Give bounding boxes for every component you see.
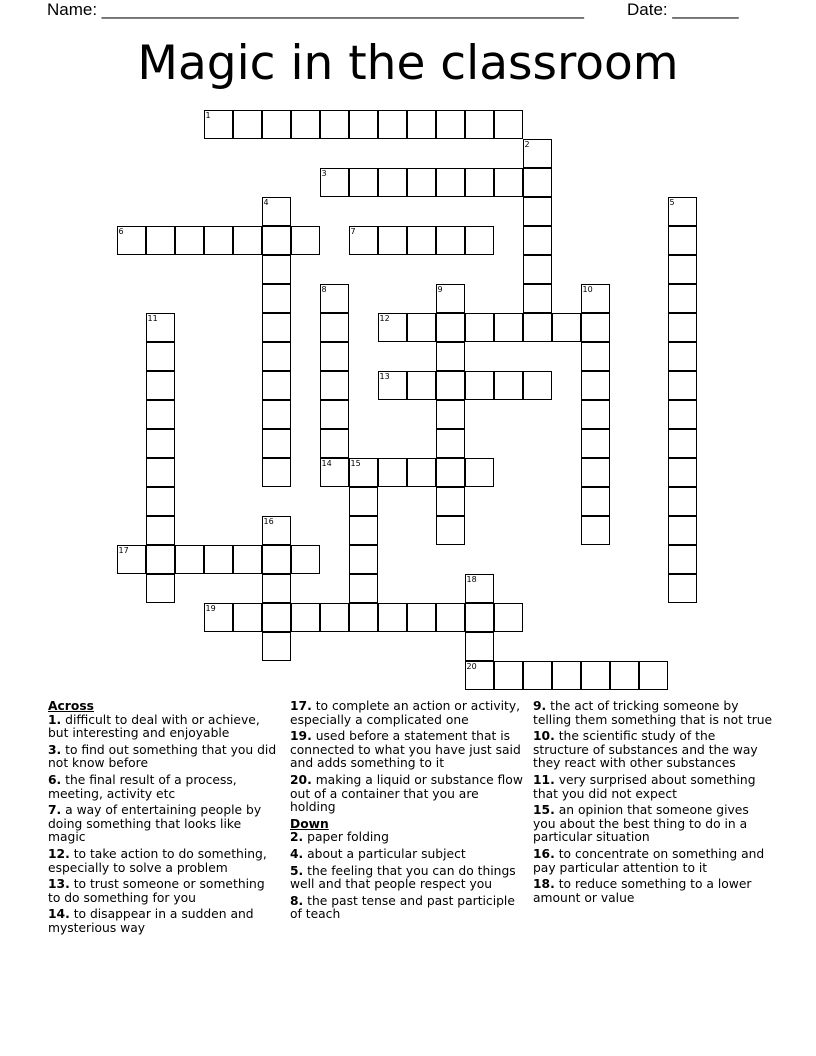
- grid-cell[interactable]: [436, 342, 465, 371]
- grid-cell[interactable]: [436, 516, 465, 545]
- clue-number: 11: [147, 313, 158, 323]
- down-clue: 18. to reduce something to a lower amount or value: [533, 877, 752, 905]
- grid-cell[interactable]: [146, 487, 175, 516]
- grid-cell[interactable]: [262, 110, 291, 139]
- grid-cell[interactable]: [378, 226, 407, 255]
- grid-cell[interactable]: [320, 371, 349, 400]
- grid-cell[interactable]: [552, 313, 581, 342]
- grid-cell[interactable]: [465, 313, 494, 342]
- across-clue: 12. to take action to do something, especially to solve a problem: [48, 846, 267, 875]
- grid-cell[interactable]: [581, 458, 610, 487]
- clue-number: 7: [350, 226, 356, 236]
- grid-cell[interactable]: [204, 545, 233, 574]
- grid-cell[interactable]: [523, 168, 552, 197]
- grid-cell[interactable]: [523, 255, 552, 284]
- grid-cell[interactable]: [175, 545, 204, 574]
- grid-cell[interactable]: [146, 545, 175, 574]
- across-clue: 20. making a liquid or substance flow out of a container that you are holding: [290, 772, 523, 815]
- clue-number: 13: [379, 371, 390, 381]
- grid-cell[interactable]: [523, 313, 552, 342]
- grid-cell[interactable]: [146, 458, 175, 487]
- grid-cell[interactable]: [581, 661, 610, 690]
- grid-cell[interactable]: [581, 371, 610, 400]
- grid-cell[interactable]: [668, 400, 697, 429]
- grid-cell[interactable]: [378, 371, 407, 400]
- grid-cell[interactable]: [262, 545, 291, 574]
- grid-cell[interactable]: [146, 342, 175, 371]
- grid-cell[interactable]: [407, 168, 436, 197]
- down-clue: 15. an opinion that someone gives you about the best thing to do in a particular situation: [533, 803, 749, 845]
- clue-number: 12: [379, 313, 390, 323]
- grid-cell[interactable]: [494, 313, 523, 342]
- grid-cell[interactable]: [146, 516, 175, 545]
- grid-cell[interactable]: [349, 226, 378, 255]
- clue-number: 6: [118, 226, 124, 236]
- grid-cell[interactable]: [407, 313, 436, 342]
- grid-cell[interactable]: [262, 632, 291, 661]
- grid-cell[interactable]: [378, 168, 407, 197]
- name-field[interactable]: Name: ___________________________________________________: [47, 0, 584, 19]
- grid-cell[interactable]: [610, 661, 639, 690]
- across-clue: 6. the final result of a process, meeting, activity etc: [48, 772, 237, 801]
- down-clue: 4. about a particular subject: [290, 846, 466, 861]
- grid-cell[interactable]: [436, 400, 465, 429]
- grid-cell[interactable]: [262, 255, 291, 284]
- clue-number: 17: [118, 545, 129, 555]
- clue-number: 18: [466, 574, 477, 584]
- grid-cell[interactable]: [262, 458, 291, 487]
- grid-cell[interactable]: [436, 110, 465, 139]
- grid-cell[interactable]: [668, 516, 697, 545]
- clue-number: 16: [263, 516, 274, 526]
- grid-cell[interactable]: [378, 110, 407, 139]
- grid-cell[interactable]: [523, 661, 552, 690]
- grid-cell[interactable]: [407, 110, 436, 139]
- grid-cell[interactable]: [349, 458, 378, 487]
- grid-cell[interactable]: [407, 371, 436, 400]
- down-clue: 16. to concentrate on something and pay particular attention to it: [533, 846, 765, 875]
- grid-cell[interactable]: [465, 661, 494, 690]
- grid-cell[interactable]: [668, 458, 697, 487]
- clue-number: 14: [321, 458, 332, 468]
- clue-number: 15: [350, 458, 361, 468]
- grid-cell[interactable]: [262, 284, 291, 313]
- grid-cell[interactable]: [349, 516, 378, 545]
- clue-number: 8: [321, 284, 327, 294]
- grid-cell[interactable]: [552, 661, 581, 690]
- grid-cell[interactable]: [146, 371, 175, 400]
- grid-cell[interactable]: [581, 342, 610, 371]
- grid-cell[interactable]: [291, 226, 320, 255]
- grid-cell[interactable]: [465, 110, 494, 139]
- clue-number: 5: [669, 197, 675, 207]
- grid-cell[interactable]: [320, 458, 349, 487]
- grid-cell[interactable]: [668, 284, 697, 313]
- grid-cell[interactable]: [523, 197, 552, 226]
- grid-cell[interactable]: [668, 487, 697, 516]
- clues-column-1: [48, 700, 280, 939]
- grid-cell[interactable]: [320, 110, 349, 139]
- across-clue: 7. a way of entertaining people by doing something that looks like magic: [48, 803, 262, 845]
- grid-cell[interactable]: [494, 168, 523, 197]
- grid-cell[interactable]: [320, 400, 349, 429]
- grid-cell[interactable]: [262, 371, 291, 400]
- grid-cell[interactable]: [262, 313, 291, 342]
- grid-cell[interactable]: [581, 429, 610, 458]
- grid-cell[interactable]: [494, 661, 523, 690]
- grid-cell[interactable]: [146, 226, 175, 255]
- grid-cell[interactable]: [204, 110, 233, 139]
- grid-cell[interactable]: [262, 429, 291, 458]
- grid-cell[interactable]: [436, 487, 465, 516]
- grid-cell[interactable]: [436, 284, 465, 313]
- grid-cell[interactable]: [494, 371, 523, 400]
- grid-cell[interactable]: [523, 139, 552, 168]
- down-clue: 11. very surprised about something that you did not expect: [533, 772, 756, 801]
- grid-cell[interactable]: [436, 429, 465, 458]
- grid-cell[interactable]: [262, 197, 291, 226]
- across-heading: Across: [48, 699, 94, 713]
- down-clue: 9. the act of tricking someone by telling them something that is not true: [533, 699, 773, 727]
- clue-number: 9: [437, 284, 443, 294]
- grid-cell[interactable]: [668, 342, 697, 371]
- grid-cell[interactable]: [523, 284, 552, 313]
- grid-cell[interactable]: [204, 603, 233, 632]
- grid-cell[interactable]: [465, 371, 494, 400]
- grid-cell[interactable]: [146, 400, 175, 429]
- clue-number: 10: [582, 284, 593, 294]
- grid-cell[interactable]: [291, 603, 320, 632]
- grid-cell[interactable]: [117, 545, 146, 574]
- grid-cell[interactable]: [233, 226, 262, 255]
- grid-cell[interactable]: [407, 458, 436, 487]
- grid-cell[interactable]: [262, 400, 291, 429]
- clues-column-3: [533, 700, 773, 908]
- grid-cell[interactable]: [523, 226, 552, 255]
- grid-cell[interactable]: [581, 313, 610, 342]
- down-clue: 8. the past tense and past participle of teach: [290, 893, 515, 922]
- grid-cell[interactable]: [175, 226, 204, 255]
- grid-cell[interactable]: [233, 545, 262, 574]
- grid-cell[interactable]: [146, 574, 175, 603]
- across-clue: 19. used before a statement that is connected to what you have just said and adds something to it: [290, 729, 521, 771]
- clue-number: 4: [263, 197, 269, 207]
- across-clue: 13. to trust someone or something to do something for you: [48, 877, 265, 905]
- grid-cell[interactable]: [639, 661, 668, 690]
- grid-cell[interactable]: [349, 487, 378, 516]
- grid-cell[interactable]: [262, 342, 291, 371]
- grid-cell[interactable]: [291, 545, 320, 574]
- grid-cell[interactable]: [465, 574, 494, 603]
- grid-cell[interactable]: [465, 632, 494, 661]
- grid-cell[interactable]: [320, 429, 349, 458]
- grid-cell[interactable]: [436, 313, 465, 342]
- grid-cell[interactable]: [204, 226, 233, 255]
- grid-cell[interactable]: [436, 226, 465, 255]
- clue-number: 1: [205, 110, 211, 120]
- down-clue: 10. the scientific study of the structure of substances and the way they react with other substances: [533, 729, 758, 771]
- grid-cell[interactable]: [436, 168, 465, 197]
- grid-cell[interactable]: [465, 603, 494, 632]
- down-clue: 5. the feeling that you can do things well and that people respect you: [290, 863, 516, 892]
- grid-cell[interactable]: [581, 487, 610, 516]
- grid-cell[interactable]: [407, 603, 436, 632]
- grid-cell[interactable]: [320, 603, 349, 632]
- grid-cell[interactable]: [349, 110, 378, 139]
- grid-cell[interactable]: [233, 603, 262, 632]
- grid-cell[interactable]: [262, 226, 291, 255]
- grid-cell[interactable]: [378, 603, 407, 632]
- grid-cell[interactable]: [523, 371, 552, 400]
- clue-number: 2: [524, 139, 530, 149]
- down-heading: Down: [290, 816, 329, 831]
- grid-cell[interactable]: [117, 226, 146, 255]
- grid-cell[interactable]: [436, 371, 465, 400]
- grid-cell[interactable]: [262, 603, 291, 632]
- grid-cell[interactable]: [262, 574, 291, 603]
- grid-cell[interactable]: [146, 429, 175, 458]
- grid-cell[interactable]: [668, 313, 697, 342]
- clues-column-2: [290, 700, 528, 925]
- grid-cell[interactable]: [668, 226, 697, 255]
- grid-cell[interactable]: [581, 400, 610, 429]
- grid-cell[interactable]: [349, 574, 378, 603]
- grid-cell[interactable]: [668, 574, 697, 603]
- grid-cell[interactable]: [378, 313, 407, 342]
- grid-cell[interactable]: [320, 313, 349, 342]
- down-clue: 2. paper folding: [290, 830, 389, 845]
- grid-cell[interactable]: [320, 168, 349, 197]
- grid-cell[interactable]: [320, 284, 349, 313]
- grid-cell[interactable]: [146, 313, 175, 342]
- grid-cell[interactable]: [407, 226, 436, 255]
- grid-cell[interactable]: [668, 545, 697, 574]
- grid-cell[interactable]: [233, 110, 262, 139]
- grid-cell[interactable]: [494, 603, 523, 632]
- page-title: Magic in the classroom: [137, 36, 679, 91]
- date-field[interactable]: Date: _______: [627, 0, 739, 19]
- grid-cell[interactable]: [465, 458, 494, 487]
- grid-cell[interactable]: [668, 371, 697, 400]
- clue-number: 20: [466, 661, 477, 671]
- across-clue: 14. to disappear in a sudden and mysterious way: [48, 907, 254, 935]
- across-clue: 17. to complete an action or activity, especially a complicated one: [290, 699, 521, 727]
- grid-cell[interactable]: [494, 110, 523, 139]
- across-clue: 3. to find out something that you did not know before: [48, 742, 277, 771]
- grid-cell[interactable]: [668, 429, 697, 458]
- grid-cell[interactable]: [668, 197, 697, 226]
- grid-cell[interactable]: [320, 342, 349, 371]
- grid-cell[interactable]: [378, 458, 407, 487]
- clue-number: 19: [205, 603, 216, 613]
- grid-cell[interactable]: [668, 255, 697, 284]
- across-clue: 1. difficult to deal with or achieve, but interesting and enjoyable: [48, 712, 260, 741]
- grid-cell[interactable]: [349, 545, 378, 574]
- grid-cell[interactable]: [349, 168, 378, 197]
- grid-cell[interactable]: [581, 516, 610, 545]
- grid-cell[interactable]: [291, 110, 320, 139]
- grid-cell[interactable]: [262, 516, 291, 545]
- grid-cell[interactable]: [581, 284, 610, 313]
- grid-cell[interactable]: [436, 458, 465, 487]
- grid-cell[interactable]: [465, 226, 494, 255]
- clue-number: 3: [321, 168, 327, 178]
- grid-cell[interactable]: [465, 168, 494, 197]
- grid-cell[interactable]: [436, 603, 465, 632]
- grid-cell[interactable]: [349, 603, 378, 632]
